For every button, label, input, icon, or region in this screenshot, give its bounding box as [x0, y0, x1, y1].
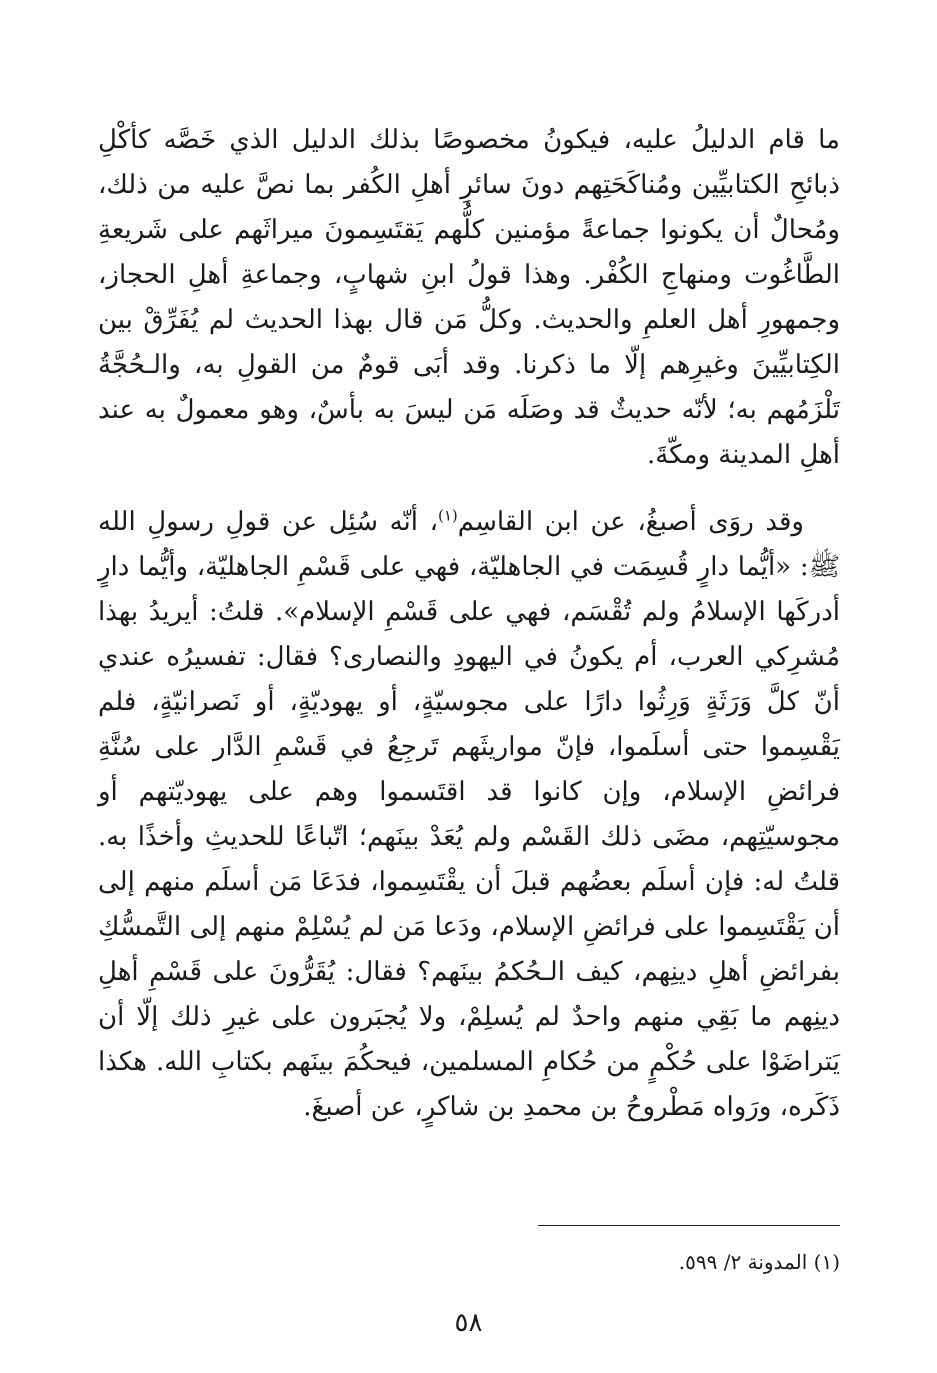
footnote-ref[interactable]: (١) [437, 506, 458, 525]
footnote: (١) المدونة ٢/ ٥٩٩. [678, 1250, 840, 1274]
line: بأسٌ، وهو معمولٌ به عند أهلِ المدينة ومكّةَ. [98, 395, 840, 470]
line: ، أنّه سُئِل عن قولِ رسولِ الله ﷺ: [98, 507, 840, 582]
line: أو يهوديّةٍ، أو نَصرانيّةٍ، فلم يَقْسِموا حتى أسلَموا، فإنّ مواريثَهم تَرجِعُ في قَسْمِ [98, 687, 840, 762]
line: قومٌ من القولِ به، والـحُجَّةُ تَلْزَمُهم به؛ لأنّه حديثٌ قد وصَلَه مَن ليسَ به [98, 350, 840, 425]
line: مجوسيّتِهم، مضَى ذلك القَسْم ولم يُعَدْ بينَهم؛ اتّباعًا للحديثِ وأخذًا به. قلتُ [98, 822, 841, 897]
line: «أيُّما دارٍ قُسِمَت في الجاهليّة، فهي على قَسْمِ الجاهليّة، وأيُّما دارٍ أدركَها الإسلامُ [98, 552, 841, 627]
line: في اليهودِ والنصارى؟ فقال: تفسيرُه عندي أنّ كلَّ وَرَثَةٍ وَرِثُوا دارًا على مجوسيّةٍ، [98, 642, 840, 717]
line: الكتابيِّين ومُناكَحَتِهم دونَ سائرِ أهلِ الكُفر بما نصَّ عليه من ذلك، ومُحالٌ أن [98, 170, 840, 245]
paragraph-2 [98, 500, 840, 1130]
footnote-separator [538, 1225, 840, 1226]
line: يُسلِمْ، ولا يُجبَرون على غيرِ ذلك إلّا أن يَتراضَوْا على حُكْمٍ من حُكامِ المسلمين، [98, 1002, 840, 1077]
line: على فرائضِ الإسلام، ودَعا مَن لم يُسْلِمْ منهم إلى التَّمسُّكِ بفرائضِ أهلِ دينِهم، [98, 912, 841, 987]
line: ولم تُقْسَم، فهي على قَسْمِ الإسلام». قلتُ: أيريدُ بهذا مُشرِكي العرب، أم يكونُ [98, 597, 840, 672]
main-text [98, 118, 840, 1130]
line: أصبغَ. [303, 1092, 363, 1122]
line: له: فإن أسلَم بعضُهم قبلَ أن يقْتَسِموا، فدَعَا مَن أسلَم منهم إلى أن يَقْتَسِموا [98, 867, 841, 942]
line: فيحكُمَ بينَهم بكتابِ الله. هكذا ذَكَره، ورَواه مَطْروحُ بن محمدِ بن شاكرٍ، عن [98, 1047, 840, 1122]
line: وكلُّ مَن قال بهذا الحديث لم يُفَرِّقْ بين الكِتابيِّينَ وغيرِهم إلّا ما ذكرنا. وقد أبَى [98, 305, 840, 380]
paragraph-1 [98, 118, 840, 478]
line: كيف الـحُكمُ بينَهم؟ فقال: يُقَرُّونَ على قَسْمِ أهلِ دينِهم ما بَقِي منهم واحدٌ لم [98, 957, 841, 1032]
line: ما قام الدليلُ عليه، فيكونُ مخصوصًا بذلك الدليل الذي خَصَّه كأكْلِ ذبائحِ [98, 125, 840, 200]
line: الدَّار على سُنَّةِ فرائضِ الإسلام، وإن كانوا قد اقتَسموا وهم على يهوديّتهم أو [98, 732, 840, 807]
line: وقد روَى أصبغُ، عن ابن القاسِم [457, 507, 804, 537]
page-number: ٥٨ [454, 1308, 483, 1338]
line: يكونوا جماعةً مؤمنين كلُّهم يَقتَسِمونَ ميراثَهم على شَريعةِ الطَّاغُوت ومنهاجِ [98, 215, 841, 290]
line: الكُفْر. وهذا قولُ ابنِ شهابٍ، وجماعةِ أهلِ الحجاز، وجمهورِ أهل العلمِ والحديث. [98, 260, 840, 335]
